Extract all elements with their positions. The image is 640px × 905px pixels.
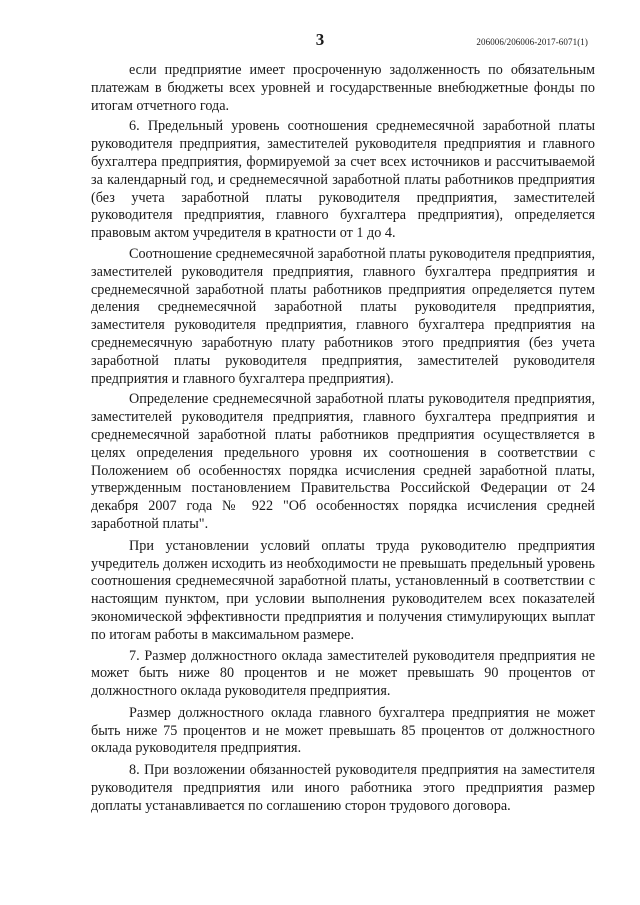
paragraph-ratio-definition: Соотношение среднемесячной заработной платы руководителя предприятия, заместителей руководителя предприятия, главного бухгалтера предприятия и среднемесячной заработной платы работников предприятия определяется путем деления среднемесячной заработной платы руководителя предприятия, заместителя руководителя предприятия, главного бухгалтера предприятия на среднемесячную заработную плату работников этого предприятия (без учета заработной платы руководителя предприятия, заместителей руководителя предприятия и главного бухгалтера предприятия).: [91, 245, 595, 387]
document-body: [91, 62, 595, 819]
paragraph-clause-6: 6. Предельный уровень соотношения среднемесячной заработной платы руководителя предприятия, заместителей руководителя предприятия и главного бухгалтера предприятия, формируемой за счет всех источников и рассчитываемой за календарный год, и среднемесячной заработной платы работников предприятия (без учета заработной платы руководителя предприятия, заместителей руководителя предприятия, главного бухгалтера предприятия), определяется правовым актом учредителя в кратности от 1 до 4.: [91, 118, 595, 242]
paragraph-founder-conditions: При установлении условий оплаты труда руководителю предприятия учредитель должен исходить из необходимости не превышать предельный уровень соотношения среднемесячной заработной платы, установленный в соответствии с настоящим пунктом, при условии выполнения руководителем всех показателей экономической эффективности предприятия и получения стимулирующих выплат по итогам работы в максимальном размере.: [91, 537, 595, 643]
paragraph-salary-determination: Определение среднемесячной заработной платы руководителя предприятия, заместителей руководителя предприятия, главного бухгалтера предприятия и среднемесячной заработной платы работников предприятия осуществляется в целях определения предельного уровня их соотношения в соответствии с Положением об особенностях порядка исчисления средней заработной платы, утвержденным постановлением Правительства Российской Федерации от 24 декабря 2007 года № 922 "Об особенностях порядка исчисления средней заработной платы".: [91, 391, 595, 532]
paragraph-chief-accountant-salary: Размер должностного оклада главного бухгалтера предприятия не может быть ниже 75 процентов и не может превышать 85 процентов от должностного оклада руководителя предприятия.: [91, 704, 595, 757]
paragraph-clause-7: 7. Размер должностного оклада заместителей руководителя предприятия не может быть ниже 80 процентов и не может превышать 90 процентов от должностного оклада руководителя предприятия.: [91, 647, 595, 700]
paragraph-clause-8: 8. При возложении обязанностей руководителя предприятия на заместителя руководителя предприятия или иного работника этого предприятия размер доплаты устанавливается по соглашению сторон трудового договора.: [91, 762, 595, 814]
page-number: 3: [315, 30, 325, 49]
paragraph-continuation: если предприятие имеет просроченную задолженность по обязательным платежам в бюджеты всех уровней и государственные внебюджетные фонды по итогам отчетного года.: [91, 62, 595, 114]
document-id: 206006/206006-2017-6071(1): [476, 37, 588, 47]
